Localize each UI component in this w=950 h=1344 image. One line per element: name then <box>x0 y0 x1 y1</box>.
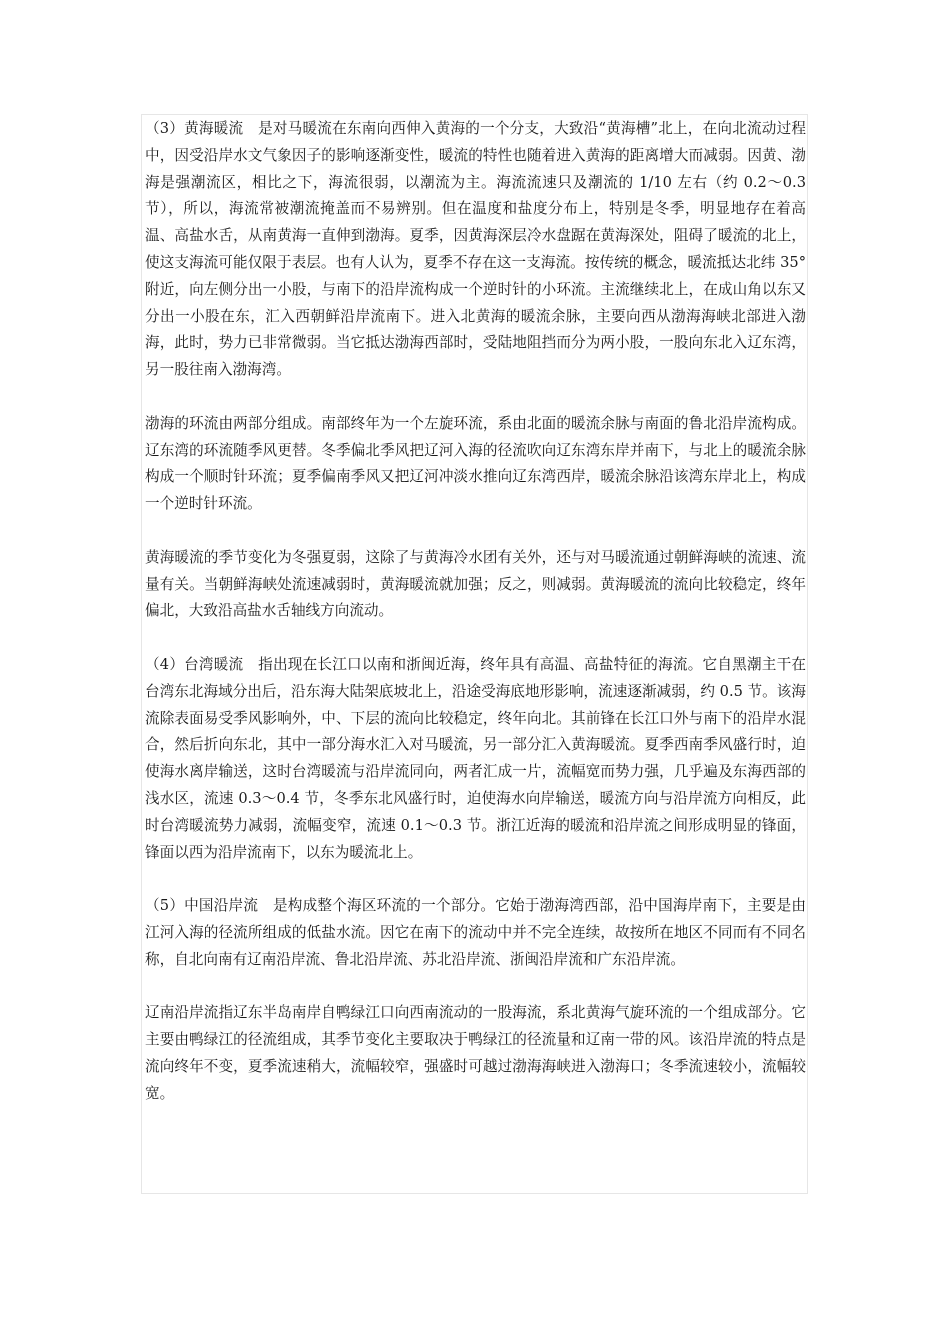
paragraph-taiwan-warm-current: （4）台湾暖流 指出现在长江口以南和浙闽近海，终年具有高温、高盐特征的海流。它自黑潮主干在台湾东北海域分出后，沿东海大陆架底坡北上，沿途受海底地形影响，流速逐渐减弱，约 0.5 节。该海流除表面易受季风影响外，中、下层的流向比较稳定，终年向北。其前锋在长江口外与南下的沿岸水混合，然后折向东北，其中一部分海水汇入对马暖流，另一部分汇入黄海暖流。夏季西南季风盛行时，迫使海水离岸输送，这时台湾暖流与沿岸流同向，两者汇成一片，流幅宽而势力强，几乎遍及东海西部的浅水区，流速 0.3～0.4 节，冬季东北风盛行时，迫使海水向岸输送，暖流方向与沿岸流方向相反，此时台湾暖流势力减弱，流幅变窄，流速 0.1～0.3 节。浙江近海的暖流和沿岸流之间形成明显的锋面，锋面以西为沿岸流南下，以东为暖流北上。 <box>145 655 806 861</box>
paragraph-yellow-sea-warm-current: （3）黄海暖流 是对马暖流在东南向西伸入黄海的一个分支，大致沿“黄海槽”北上，在向北流动过程中，因受沿岸水文气象因子的影响逐渐变性，暖流的特性也随着进入黄海的距离增大而减弱。因黄、渤海是强潮流区，相比之下，海流很弱，以潮流为主。海流流速只及潮流的 1/10 左右（约 0.2～0.3 节），所以，海流常被潮流掩盖而不易辨别。但在温度和盐度分布上，特别是冬季，明显地存在着高温、高盐水舌，从南黄海一直伸到渤海。夏季，因黄海深层冷水盘踞在黄海深处，阻碍了暖流的北上，使这支海流可能仅限于表层。也有人认为，夏季不存在这一支海流。按传统的概念，暖流抵达北纬 35°附近，向左侧分出一小股，与南下的沿岸流构成一个逆时针的小环流。主流继续北上，在成山角以东又分出一小股在东，汇入西朝鲜沿岸流南下。进入北黄海的暖流余脉，主要向西从渤海海峡北部进入渤海，此时，势力已非常微弱。当它抵达渤海西部时，受陆地阻挡而分为两小股，一股向东北入辽东湾，另一股往南入渤海湾。 <box>145 120 806 379</box>
paragraph-seasonal-variation: 黄海暖流的季节变化为冬强夏弱，这除了与黄海冷水团有关外，还与对马暖流通过朝鲜海峡的流速、流量有关。当朝鲜海峡处流速减弱时，黄海暖流就加强；反之，则减弱。黄海暖流的流向比较稳定，终年偏北，大致沿高盐水舌轴线方向流动。 <box>145 548 806 620</box>
document-body <box>145 116 806 1107</box>
paragraph-liaonan-coastal-current: 辽南沿岸流指辽东半岛南岸自鸭绿江口向西南流动的一股海流，系北黄海气旋环流的一个组成部分。它主要由鸭绿江的径流组成，其季节变化主要取决于鸭绿江的径流量和辽南一带的风。该沿岸流的特点是流向终年不变，夏季流速稍大，流幅较窄，强盛时可越过渤海海峡进入渤海口；冬季流速较小，流幅较宽。 <box>145 1004 806 1102</box>
paragraph-bohai-circulation: 渤海的环流由两部分组成。南部终年为一个左旋环流，系由北面的暖流余脉与南面的鲁北沿岸流构成。辽东湾的环流随季风更替。冬季偏北季风把辽河入海的径流吹向辽东湾东岸并南下，与北上的暖流余脉构成一个顺时针环流；夏季偏南季风又把辽河冲淡水推向辽东湾西岸，暖流余脉沿该湾东岸北上，构成一个逆时针环流。 <box>145 414 806 513</box>
paragraph-china-coastal-current: （5）中国沿岸流 是构成整个海区环流的一个部分。它始于渤海湾西部，沿中国海岸南下，主要是由江河入海的径流所组成的低盐水流。因它在南下的流动中并不完全连续，故按所在地区不同而有不同名称，自北向南有辽南沿岸流、鲁北沿岸流、苏北沿岸流、浙闽沿岸流和广东沿岸流。 <box>145 897 806 968</box>
